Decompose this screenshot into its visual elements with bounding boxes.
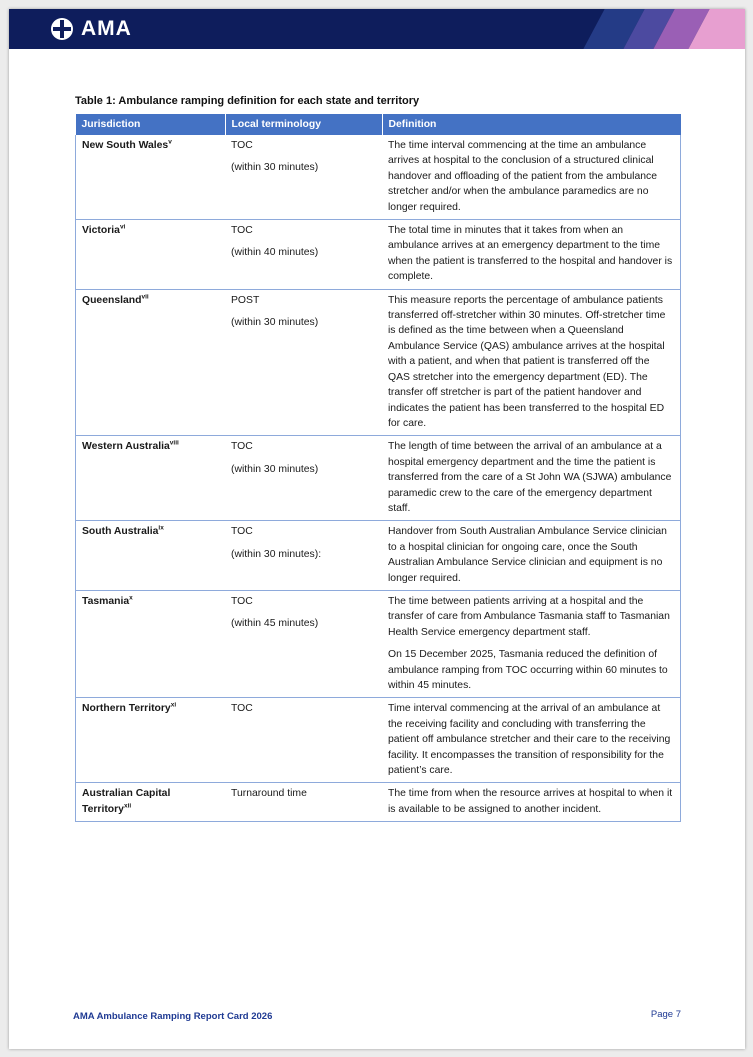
terminology-timeframe: (within 30 minutes) — [231, 463, 319, 475]
endnote-reference: vi — [119, 223, 126, 231]
table-row — [76, 698, 681, 783]
table-row — [76, 436, 681, 521]
table-row — [76, 135, 681, 220]
cell-local-terminology — [225, 220, 382, 290]
jurisdiction-name: Western Australia — [82, 441, 170, 453]
ama-logo-icon — [51, 18, 73, 40]
endnote-reference: ix — [158, 524, 164, 532]
cell-jurisdiction — [76, 698, 226, 783]
cell-jurisdiction — [76, 220, 226, 290]
cell-jurisdiction — [76, 590, 226, 697]
endnote-reference: vii — [141, 293, 149, 301]
cell-definition — [382, 220, 681, 290]
cell-local-terminology — [225, 590, 382, 697]
endnote-reference: v — [168, 138, 172, 146]
endnote-reference: x — [129, 594, 133, 602]
endnote-reference: xi — [170, 701, 177, 709]
cell-jurisdiction — [76, 783, 226, 822]
logo-text: AMA — [81, 17, 132, 40]
terminology-text: POST — [231, 294, 260, 306]
cell-definition — [382, 783, 681, 822]
definition-text: The time from when the resource arrives at hospital to when it is available to be assigned to another incident. — [388, 788, 673, 815]
ama-logo — [51, 16, 132, 42]
cell-local-terminology — [225, 698, 382, 783]
column-header-local-terminology: Local terminology — [225, 114, 382, 135]
table-row — [76, 220, 681, 290]
jurisdiction-name: Northern Territory — [82, 703, 171, 715]
cell-local-terminology — [225, 783, 382, 822]
cell-definition — [382, 436, 681, 521]
jurisdiction-name: Australian Capital Territory — [82, 788, 171, 815]
terminology-text: TOC — [231, 595, 253, 607]
terminology-timeframe: (within 40 minutes) — [231, 247, 319, 259]
cell-local-terminology — [225, 436, 382, 521]
definition-text: The length of time between the arrival of an ambulance at a hospital emergency department and the time the patient is transferred from the care of a St John WA (SJWA) ambulance paramedic crew to the care of the emergency department staff. — [388, 441, 672, 514]
column-header-jurisdiction: Jurisdiction — [76, 114, 226, 135]
jurisdiction-name: Victoria — [82, 225, 120, 237]
cell-jurisdiction — [76, 436, 226, 521]
cell-local-terminology — [225, 521, 382, 591]
header-banner — [9, 9, 745, 49]
column-header-definition: Definition — [382, 114, 681, 135]
definition-text: The time between patients arriving at a hospital and the transfer of care from Ambulance Tasmania staff to Tasmanian Health Service emergency department staff. — [388, 595, 670, 638]
definition-text: The time interval commencing at the time an ambulance arrives at hospital to the conclusion of a structured clinical handover and offloading of the patient from the ambulance stretcher and/or when the ambulance paramedics are no longer required. — [388, 140, 657, 213]
jurisdiction-name: New South Wales — [82, 140, 169, 151]
jurisdiction-name: Tasmania — [82, 595, 130, 607]
terminology-text: TOC — [231, 526, 253, 538]
cell-definition — [382, 698, 681, 783]
table-caption: Table 1: Ambulance ramping definition for each state and territory — [75, 95, 420, 107]
definition-note: On 15 December 2025, Tasmania reduced the definition of ambulance ramping from TOC occurring within 60 minutes to within 45 minutes. — [388, 649, 668, 691]
endnote-reference: xii — [123, 802, 132, 810]
table-header-row — [76, 114, 681, 135]
table-row — [76, 289, 681, 436]
endnote-reference: viii — [169, 439, 179, 447]
footer-page-number: Page 7 — [650, 1009, 681, 1020]
terminology-timeframe: (within 30 minutes) — [231, 317, 319, 329]
cell-local-terminology — [225, 135, 382, 220]
definition-text: This measure reports the percentage of ambulance patients transferred off-stretcher within 30 minutes. Off-stretcher time is defined as the time between when a Queensland Ambulance Service (QAS) ambulance arrives at the hospital with a patient, and when that patient is transferred off the QAS stretcher into the emergency department (ED). The transfer off stretcher is part of the patient handover and indicates the patient has been transferred to the hospital ED for care. — [388, 294, 666, 429]
terminology-timeframe: (within 30 minutes) — [231, 162, 319, 174]
terminology-text: TOC — [231, 225, 253, 237]
table-row — [76, 521, 681, 591]
footer-report-title: AMA Ambulance Ramping Report Card 2026 — [73, 1011, 273, 1022]
terminology-timeframe: (within 45 minutes) — [231, 618, 319, 630]
document-page — [9, 9, 745, 1049]
cell-definition — [382, 590, 681, 697]
cell-local-terminology — [225, 289, 382, 436]
terminology-text: TOC — [231, 441, 253, 453]
cell-jurisdiction — [76, 135, 226, 220]
table-row — [76, 590, 681, 697]
terminology-text: Turnaround time — [231, 788, 307, 800]
jurisdiction-name: Queensland — [82, 294, 142, 306]
terminology-text: TOC — [231, 703, 253, 715]
cell-definition — [382, 521, 681, 591]
terminology-text: TOC — [231, 140, 253, 151]
terminology-timeframe: (within 30 minutes): — [231, 548, 322, 560]
ramping-definition-table — [75, 114, 681, 822]
definition-text: Time interval commencing at the arrival of an ambulance at the receiving facility and concluding with transferring the patient off ambulance stretcher and their care to the receiving facility. It encompasses the transition of responsibility for the patient’s care. — [388, 703, 671, 777]
definition-text: The total time in minutes that it takes from when an ambulance arrives at an emergency department to the time when the patient is transferred to the hospital and handover is complete. — [388, 225, 673, 283]
definition-text: Handover from South Australian Ambulance Service clinician to a hospital clinician for ongoing care, once the South Australian Ambulance Service clinician and equipment is no longer required. — [388, 526, 667, 584]
jurisdiction-name: South Australia — [82, 526, 159, 538]
cell-jurisdiction — [76, 521, 226, 591]
table-row — [76, 783, 681, 822]
cell-definition — [382, 289, 681, 436]
cell-definition — [382, 135, 681, 220]
cell-jurisdiction — [76, 289, 226, 436]
